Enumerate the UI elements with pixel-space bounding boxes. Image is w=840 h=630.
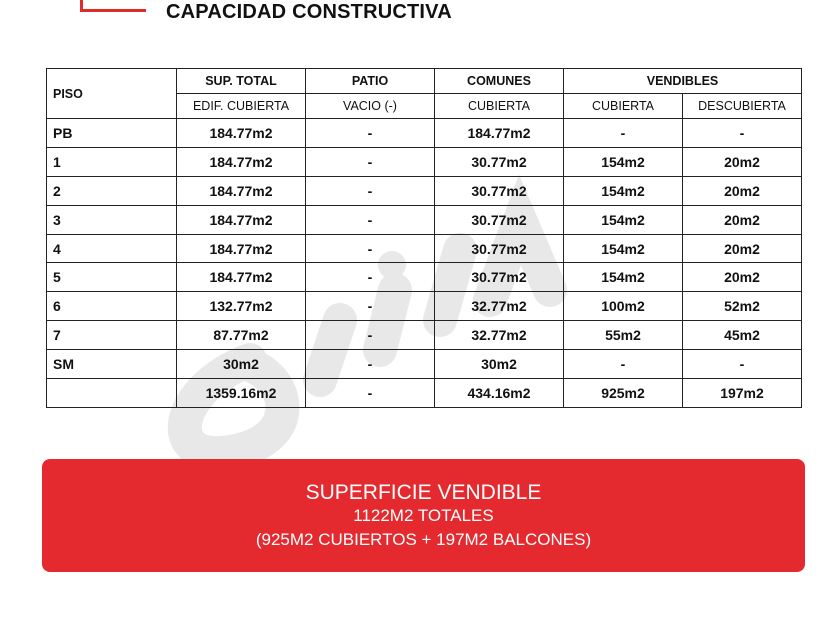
cell-patio: - [306,176,435,205]
cell-descubierta: 20m2 [683,147,802,176]
header-row [47,69,802,94]
subheader-comunes-cubierta: CUBIERTA [435,94,564,119]
table-row [47,176,802,205]
cell-descubierta: - [683,119,802,148]
cell-descubierta: 20m2 [683,176,802,205]
cell-descubierta: - [683,350,802,379]
cell-comunes: 30m2 [435,350,564,379]
cell-sup-total: 30m2 [177,350,306,379]
cell-descubierta: 45m2 [683,321,802,350]
cell-sup-total: 87.77m2 [177,321,306,350]
header-patio: PATIO [306,69,435,94]
cell-descubierta: 20m2 [683,263,802,292]
cell-descubierta: 197m2 [683,379,802,408]
cell-cubierta: 100m2 [564,292,683,321]
table-row [47,350,802,379]
corner-logo-mark [80,0,146,12]
header-sup-total: SUP. TOTAL [177,69,306,94]
table-row [47,119,802,148]
cell-sup-total: 1359.16m2 [177,379,306,408]
summary-banner [42,459,805,572]
cell-cubierta: 154m2 [564,205,683,234]
cell-descubierta: 52m2 [683,292,802,321]
cell-patio: - [306,205,435,234]
cell-comunes: 30.77m2 [435,147,564,176]
cell-piso: 1 [47,147,177,176]
cell-comunes: 30.77m2 [435,205,564,234]
table-row [47,263,802,292]
subheader-vend-cubierta: CUBIERTA [564,94,683,119]
cell-cubierta: 55m2 [564,321,683,350]
cell-piso: PB [47,119,177,148]
header-piso: PISO [47,69,177,119]
cell-sup-total: 184.77m2 [177,119,306,148]
cell-comunes: 32.77m2 [435,292,564,321]
table-row [47,379,802,408]
cell-comunes: 434.16m2 [435,379,564,408]
capacity-table [46,68,802,408]
table-row [47,234,802,263]
page-title: CAPACIDAD CONSTRUCTIVA [166,1,452,23]
banner-title: SUPERFICIE VENDIBLE [305,481,542,504]
cell-comunes: 30.77m2 [435,234,564,263]
subheader-vacio: VACIO (-) [306,94,435,119]
header-comunes: COMUNES [435,69,564,94]
cell-cubierta: 154m2 [564,147,683,176]
cell-cubierta: 154m2 [564,176,683,205]
cell-sup-total: 132.77m2 [177,292,306,321]
cell-patio: - [306,263,435,292]
cell-descubierta: 20m2 [683,234,802,263]
cell-patio: - [306,234,435,263]
cell-sup-total: 184.77m2 [177,176,306,205]
cell-comunes: 184.77m2 [435,119,564,148]
cell-patio: - [306,119,435,148]
cell-patio: - [306,321,435,350]
cell-comunes: 30.77m2 [435,176,564,205]
cell-comunes: 30.77m2 [435,263,564,292]
cell-piso [47,379,177,408]
header-vendibles: VENDIBLES [564,69,802,94]
table-row [47,321,802,350]
cell-cubierta: - [564,350,683,379]
cell-cubierta: 154m2 [564,263,683,292]
banner-breakdown: (925M2 CUBIERTOS + 197M2 BALCONES) [255,530,592,549]
cell-cubierta: 925m2 [564,379,683,408]
cell-patio: - [306,379,435,408]
cell-comunes: 32.77m2 [435,321,564,350]
subheader-edif-cubierta: EDIF. CUBIERTA [177,94,306,119]
cell-piso: 4 [47,234,177,263]
cell-piso: 3 [47,205,177,234]
cell-patio: - [306,147,435,176]
cell-piso: SM [47,350,177,379]
cell-piso: 2 [47,176,177,205]
cell-patio: - [306,292,435,321]
cell-piso: 5 [47,263,177,292]
table-row [47,205,802,234]
banner-total: 1122M2 TOTALES [353,506,494,525]
cell-sup-total: 184.77m2 [177,234,306,263]
cell-piso: 6 [47,292,177,321]
subheader-vend-descubierta: DESCUBIERTA [683,94,802,119]
cell-patio: - [306,350,435,379]
table-row [47,292,802,321]
cell-piso: 7 [47,321,177,350]
table-row [47,147,802,176]
cell-sup-total: 184.77m2 [177,263,306,292]
cell-descubierta: 20m2 [683,205,802,234]
cell-sup-total: 184.77m2 [177,147,306,176]
cell-sup-total: 184.77m2 [177,205,306,234]
cell-cubierta: 154m2 [564,234,683,263]
cell-cubierta: - [564,119,683,148]
